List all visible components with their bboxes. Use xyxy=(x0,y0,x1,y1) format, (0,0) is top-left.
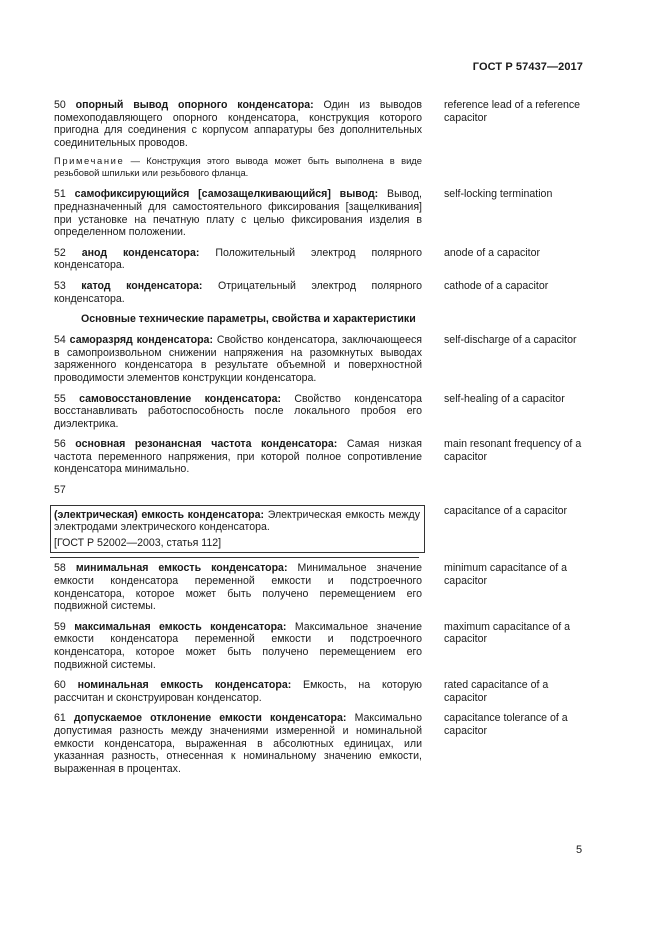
term-english: self-discharge of a capacitor xyxy=(444,334,577,347)
term-entry-56 xyxy=(54,438,584,476)
term-text: Минимальное значение емкости конденсатора переменной емкости и подстроечного конденсатора, которое может быть получено перемещением его подвижной системы. xyxy=(54,562,422,613)
term-entry-55 xyxy=(54,393,584,431)
term-text: Отрицательный электрод полярного конденсатора. xyxy=(54,279,422,305)
term-definition xyxy=(54,280,422,305)
term-entry-61 xyxy=(54,712,584,775)
term-text: Один из выводов помехоподавляющего опорного конденсатора, конструкция которого пригодна для соединения с корпусом аппаратуры без дополнительных соединительных проводов. xyxy=(54,99,422,149)
term-name: опорный вывод опорного конденсатора: xyxy=(75,99,314,111)
term-text: Самая низкая частота переменного напряжения, при которой полное сопротивление конденсатора минимально. xyxy=(54,438,422,476)
term-number: 56 xyxy=(54,438,66,451)
note-text: — Конструкция этого вывода может быть выполнена в виде резьбовой шпильки или резьбового фланца. xyxy=(54,155,422,179)
section-heading: Основные технические параметры, свойства и характеристики xyxy=(81,313,416,326)
term-number: 60 xyxy=(54,679,66,692)
term-number: 51 xyxy=(54,188,66,201)
term-text: Свойство конденсатора, заключающееся в самопроизвольном снижении напряжения на разомкнутых выводах заряженного конденсатора в результате объемной и поверхностной проводимости элементов конструкции конденсатора. xyxy=(54,334,422,384)
term-number: 54 xyxy=(54,334,66,347)
term-definition xyxy=(54,247,422,272)
term-text: Емкость, на которую рассчитан и сконструирован конденсатор. xyxy=(54,679,422,704)
term-english: reference lead of a reference capacitor xyxy=(444,99,581,124)
term-entry-58 xyxy=(54,562,584,612)
term-english: capacitance tolerance of a capacitor xyxy=(444,712,568,737)
term-text: Вывод, предназначенный для самостоятельного фиксирования [защелкивания] при установке на печатную плату с целью фиксирования изделия в определенном положении. xyxy=(54,188,422,239)
term-group-top xyxy=(54,99,584,149)
term-name: номинальная емкость конденсатора: xyxy=(77,679,292,692)
term-group-bottom xyxy=(54,557,584,775)
term-number: 52 xyxy=(54,246,66,259)
term-number: 53 xyxy=(54,279,66,292)
entry-57-number: 57 xyxy=(54,484,66,497)
term-definition xyxy=(54,438,422,476)
term-definition xyxy=(54,679,422,704)
term-number: 50 xyxy=(54,99,66,111)
term-entry-52 xyxy=(54,247,584,272)
entry-57-source: [ГОСТ Р 52002—2003, статья 112] xyxy=(54,536,222,549)
term-definition xyxy=(54,334,422,384)
term-name: самовосстановление конденсатора: xyxy=(79,392,282,405)
term-text: Положительный электрод полярного конденсатора. xyxy=(54,246,422,272)
term-english: anode of a capacitor xyxy=(444,246,541,259)
term-definition xyxy=(54,712,422,775)
term-entry-53 xyxy=(54,280,584,305)
entry-57-box xyxy=(50,505,425,554)
box-separator xyxy=(50,557,419,558)
term-english: self-locking termination xyxy=(444,188,553,201)
note-label: Примечание xyxy=(54,155,125,167)
term-english: main resonant frequency of a capacitor xyxy=(444,438,582,463)
term-english: cathode of a capacitor xyxy=(444,279,549,292)
term-number: 59 xyxy=(54,620,66,633)
term-name: минимальная емкость конденсатора: xyxy=(75,562,288,575)
term-name: катод конденсатора: xyxy=(81,279,203,292)
page-number: 5 xyxy=(576,844,583,856)
term-entry-50 xyxy=(54,99,584,149)
term-entry-54 xyxy=(54,334,584,384)
term-definition xyxy=(54,621,422,671)
entry-57-definition xyxy=(54,509,420,534)
term-name: анод конденсатора: xyxy=(81,246,200,259)
term-name: основная резонансная частота конденсатора: xyxy=(75,438,338,451)
term-english: minimum capacitance of a capacitor xyxy=(444,562,568,588)
term-definition xyxy=(54,188,422,238)
term-text: Свойство конденсатора восстанавливать работоспособность после локального пробоя его диэлектрика. xyxy=(54,392,423,430)
term-name: саморазряд конденсатора: xyxy=(69,334,213,347)
term-text: Максимальное значение емкости конденсатора переменной емкости и подстроечного конденсатора, которое может быть получено перемещением его подвижной системы. xyxy=(54,620,422,671)
term-name: допускаемое отклонение емкости конденсатора: xyxy=(73,712,347,725)
term-definition xyxy=(54,99,422,149)
term-group-section xyxy=(54,334,584,476)
terms-list xyxy=(54,99,584,783)
entry-57-text: Электрическая емкость между электродами электрического конденсатора. xyxy=(54,508,420,534)
standard-designation: ГОСТ Р 57437—2017 xyxy=(472,61,583,73)
note xyxy=(54,155,422,179)
term-definition xyxy=(54,562,422,612)
term-english: maximum capacitance of a capacitor xyxy=(444,620,571,646)
term-english: self-healing of a capacitor xyxy=(444,392,565,405)
entry-57-english: capacitance of a capacitor xyxy=(444,504,568,517)
term-number: 58 xyxy=(54,562,66,575)
entry-57-term: (электрическая) емкость конденсатора: xyxy=(54,508,265,521)
term-entry-59 xyxy=(54,621,584,671)
term-name: максимальная емкость конденсатора: xyxy=(74,620,287,633)
term-english: rated capacitance of a capacitor xyxy=(444,679,549,704)
term-text: Максимально допустимая разность между значениями измеренной и номинальной емкости конденсатора, выраженная в абсолютных единицах, или указанная разность, отнесенная к номинальному значению емкости, выраженная в процентах. xyxy=(54,712,422,775)
term-definition xyxy=(54,393,422,431)
term-name: самофиксирующийся [самозащелкивающийся] вывод: xyxy=(74,188,379,201)
term-number: 61 xyxy=(54,712,66,725)
term-group-mid xyxy=(54,188,584,305)
term-entry-51 xyxy=(54,188,584,238)
term-entry-60 xyxy=(54,679,584,704)
term-number: 55 xyxy=(54,392,66,405)
entry-57 xyxy=(54,505,584,554)
